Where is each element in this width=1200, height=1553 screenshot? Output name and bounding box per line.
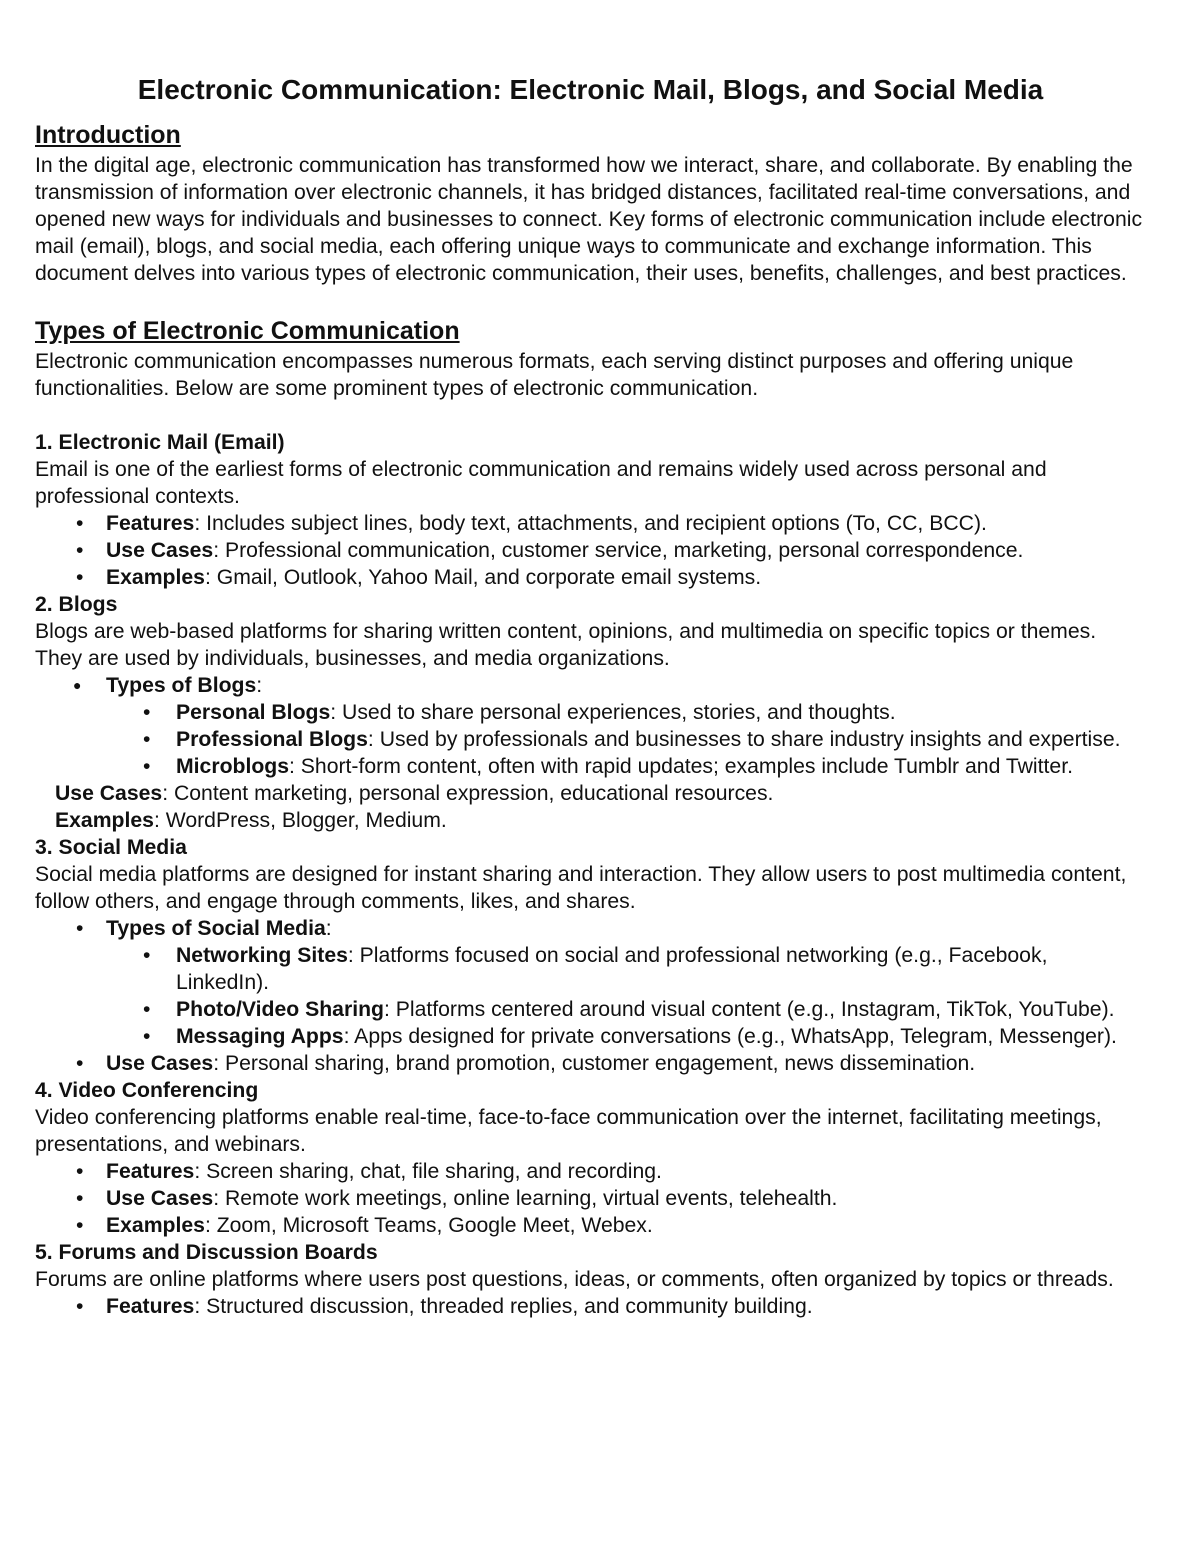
list-item xyxy=(35,1050,1146,1077)
social-list xyxy=(35,915,1146,942)
forums-paragraph: Forums are online platforms where users post questions, ideas, or comments, often organized by topics or threads. xyxy=(35,1268,1114,1291)
list-item xyxy=(35,942,1146,996)
item-text: : xyxy=(325,917,332,940)
item-text: : Screen sharing, chat, file sharing, and recording. xyxy=(194,1160,662,1183)
bullet-icon: • xyxy=(143,701,151,724)
item-text: : Used to share personal experiences, stories, and thoughts. xyxy=(330,701,896,724)
social-use-cases-list xyxy=(35,1050,1146,1077)
list-item xyxy=(35,1293,1146,1320)
blog-types-list xyxy=(35,699,1146,780)
item-text: : WordPress, Blogger, Medium. xyxy=(153,809,447,832)
item-label: Microblogs xyxy=(176,755,290,778)
item-text: : Gmail, Outlook, Yahoo Mail, and corporate email systems. xyxy=(204,566,762,589)
item-label: Use Cases xyxy=(106,1187,214,1210)
list-item xyxy=(35,1185,1146,1212)
video-heading: 4. Video Conferencing xyxy=(35,1079,259,1102)
item-label: Features xyxy=(106,1295,195,1318)
list-item xyxy=(35,1023,1146,1050)
item-label: Examples xyxy=(106,1214,205,1237)
bullet-icon: • xyxy=(143,1025,151,1048)
item-text: : xyxy=(256,674,263,697)
item-label: Use Cases xyxy=(106,1052,214,1075)
item-label: Professional Blogs xyxy=(176,728,368,751)
item-text: : Content marketing, personal expression, educational resources. xyxy=(162,782,774,805)
blogs-list xyxy=(35,672,1146,699)
types-heading: Types of Electronic Communication xyxy=(35,317,460,345)
introduction-paragraph: In the digital age, electronic communication has transformed how we interact, share, and collaborate. By enabling the transmission of information over electronic channels, it has bridged distances, facilitated real-time conversations, and opened new ways for individuals and businesses to connect. Key forms of electronic communication include electronic mail (email), blogs, and social media, each offering unique ways to communicate and exchange information. This document delves into various types of electronic communication, their uses, benefits, challenges, and best practices. xyxy=(35,154,1143,285)
email-paragraph: Email is one of the earliest forms of electronic communication and remains widely used across personal and professional contexts. xyxy=(35,458,1047,508)
bullet-icon: • xyxy=(143,944,151,967)
blogs-examples xyxy=(35,807,1146,834)
list-item xyxy=(35,1212,1146,1239)
list-item xyxy=(35,753,1146,780)
item-text: : Zoom, Microsoft Teams, Google Meet, Webex. xyxy=(204,1214,653,1237)
email-list xyxy=(35,510,1146,591)
blogs-paragraph: Blogs are web-based platforms for sharing written content, opinions, and multimedia on specific topics or themes. They are used by individuals, businesses, and media organizations. xyxy=(35,620,1097,670)
item-label: Use Cases xyxy=(106,539,214,562)
video-paragraph: Video conferencing platforms enable real-time, face-to-face communication over the internet, facilitating meetings, presentations, and webinars. xyxy=(35,1106,1102,1156)
bullet-icon: • xyxy=(143,728,151,751)
blogs-heading: 2. Blogs xyxy=(35,593,118,616)
item-text: : Used by professionals and businesses to share industry insights and expertise. xyxy=(367,728,1121,751)
email-heading: 1. Electronic Mail (Email) xyxy=(35,431,285,454)
item-text: : Structured discussion, threaded replies, and community building. xyxy=(194,1295,813,1318)
forums-list xyxy=(35,1293,1146,1320)
item-text: : Includes subject lines, body text, attachments, and recipient options (To, CC, BCC). xyxy=(194,512,987,535)
list-item xyxy=(35,726,1146,753)
social-heading: 3. Social Media xyxy=(35,836,187,859)
item-text: : Remote work meetings, online learning, virtual events, telehealth. xyxy=(213,1187,838,1210)
spacer xyxy=(35,287,1146,314)
forums-heading: 5. Forums and Discussion Boards xyxy=(35,1241,378,1264)
list-item xyxy=(35,672,1146,699)
item-label: Features xyxy=(106,1160,195,1183)
social-types-list xyxy=(35,942,1146,1050)
item-label: Photo/Video Sharing xyxy=(176,998,384,1021)
list-item xyxy=(35,699,1146,726)
document-title: Electronic Communication: Electronic Mail, Blogs, and Social Media xyxy=(137,74,1044,105)
bullet-icon: • xyxy=(143,998,151,1021)
list-item xyxy=(35,1158,1146,1185)
blogs-use-cases xyxy=(35,780,1146,807)
item-text: : Apps designed for private conversations (e.g., WhatsApp, Telegram, Messenger). xyxy=(343,1025,1117,1048)
list-item xyxy=(35,996,1146,1023)
bullet-icon: • xyxy=(143,755,151,778)
item-label: Types of Blogs xyxy=(106,674,257,697)
item-label: Types of Social Media xyxy=(106,917,326,940)
item-label: Examples xyxy=(106,566,205,589)
item-text: : Platforms focused on social and professional networking (e.g., Facebook, LinkedIn). xyxy=(176,944,1048,994)
list-item xyxy=(35,564,1146,591)
item-text: : Personal sharing, brand promotion, customer engagement, news dissemination. xyxy=(213,1052,976,1075)
item-text: : Platforms centered around visual content (e.g., Instagram, TikTok, YouTube). xyxy=(383,998,1115,1021)
item-text: : Short-form content, often with rapid updates; examples include Tumblr and Twitter. xyxy=(289,755,1073,778)
introduction-heading: Introduction xyxy=(35,121,181,149)
list-item xyxy=(35,537,1146,564)
item-label: Use Cases xyxy=(55,782,163,805)
item-label: Personal Blogs xyxy=(176,701,331,724)
item-label: Networking Sites xyxy=(176,944,348,967)
list-item xyxy=(35,915,1146,942)
item-text: : Professional communication, customer service, marketing, personal correspondence. xyxy=(213,539,1024,562)
types-paragraph: Electronic communication encompasses numerous formats, each serving distinct purposes and offering unique functionalities. Below are some prominent types of electronic communication. xyxy=(35,350,1074,400)
list-item xyxy=(35,510,1146,537)
item-label: Features xyxy=(106,512,195,535)
social-paragraph: Social media platforms are designed for instant sharing and interaction. They allow users to post multimedia content, follow others, and engage through comments, likes, and shares. xyxy=(35,863,1127,913)
video-list xyxy=(35,1158,1146,1239)
item-label: Messaging Apps xyxy=(176,1025,344,1048)
item-label: Examples xyxy=(55,809,154,832)
spacer xyxy=(35,402,1146,429)
